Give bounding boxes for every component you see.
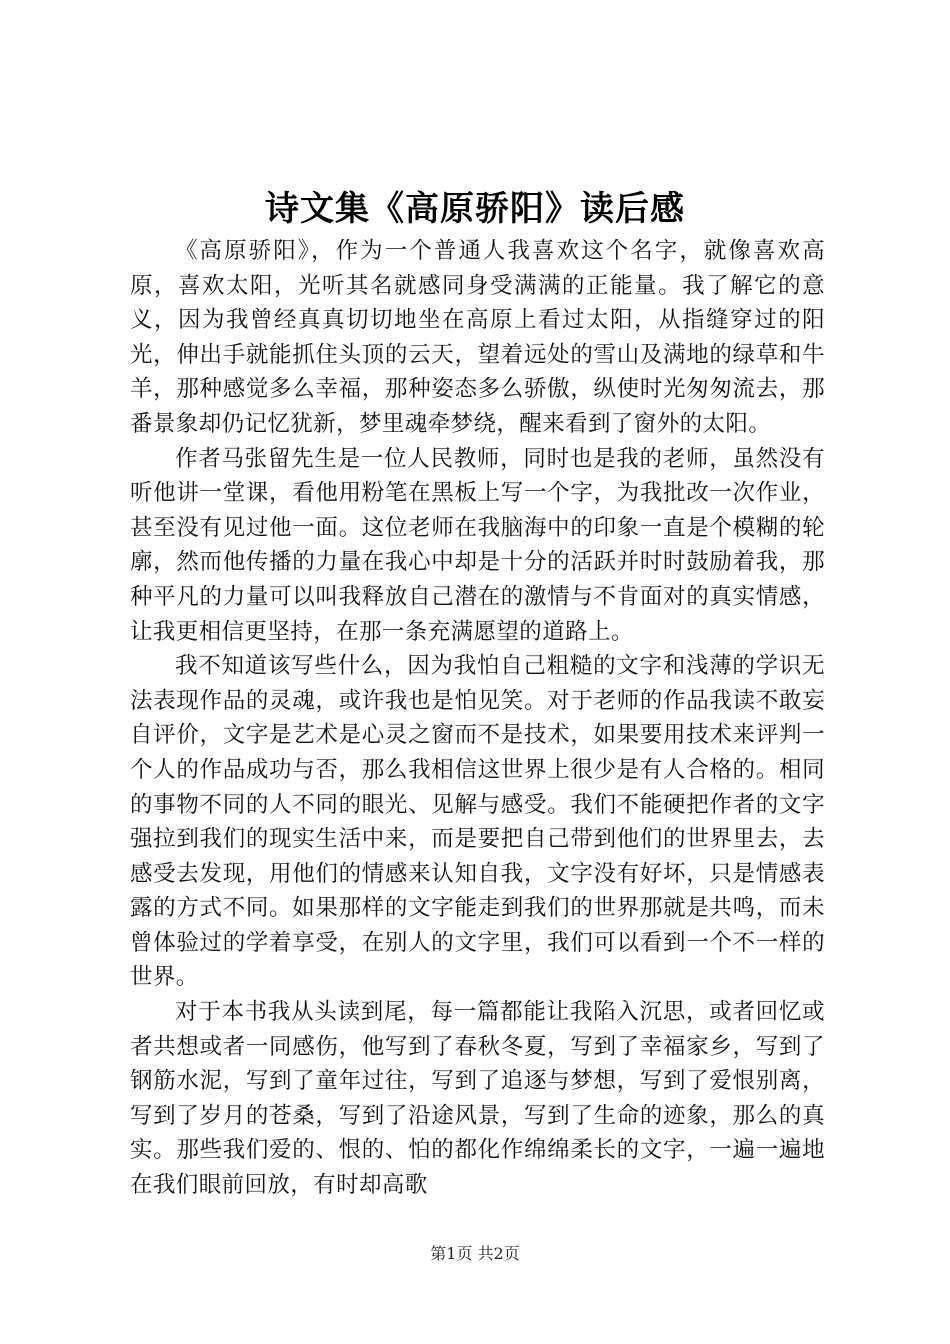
page-number-footer: 第1页 共2页 <box>430 1244 520 1263</box>
document-body <box>130 234 825 1203</box>
paragraph-2: 作者马张留先生是一位人民教师，同时也是我的老师，虽然没有听他讲一堂课，看他用粉笔在黑板上写一个字，为我批改一次作业，甚至没有见过他一面。这位老师在我脑海中的印象一直是个模糊的轮廓，然而他传播的力量在我心中却是十分的活跃并时时鼓励着我，那种平凡的力量可以叫我释放自己潜在的激情与不肯面对的真实情感，让我更相信更坚持，在那一条充满愿望的道路上。 <box>130 445 825 645</box>
paragraph-4: 对于本书我从头读到尾，每一篇都能让我陷入沉思，或者回忆或者共想或者一同感伤，他写到了春秋冬夏，写到了幸福家乡，写到了钢筋水泥，写到了童年过往，写到了追逐与梦想，写到了爱恨别离，写到了岁月的苍桑，写到了沿途风景，写到了生命的迹象，那么的真实。那些我们爱的、恨的、怕的都化作绵绵柔长的文字，一遍一遍地在我们眼前回放，有时却高歌 <box>130 999 825 1199</box>
paragraph-1: 《高原骄阳》，作为一个普通人我喜欢这个名字，就像喜欢高原，喜欢太阳，光听其名就感同身受满满的正能量。我了解它的意义，因为我曾经真真切切地坐在高原上看过太阳，从指缝穿过的阳光，伸出手就能抓住头顶的云天，望着远处的雪山及满地的绿草和牛羊，那种感觉多么幸福，那种姿态多么骄傲，纵使时光匆匆流去，那番景象却仍记忆犹新，梦里魂牵梦绕，醒来看到了窗外的太阳。 <box>130 238 825 437</box>
paragraph-3: 我不知道该写些什么，因为我怕自己粗糙的文字和浅薄的学识无法表现作品的灵魂，或许我也是怕见笑。对于老师的作品我读不敢妄自评价，文字是艺术是心灵之窗而不是技术，如果要用技术来评判一个人的作品成功与否，那么我相信这世界上很少是有人合格的。相同的事物不同的人不同的眼光、见解与感受。我们不能硬把作者的文字强拉到我们的现实生活中来，而是要把自己带到他们的世界里去，去感受去发现，用他们的情感来认知自我，文字没有好坏，只是情感表露的方式不同。如果那样的文字能走到我们的世界那就是共鸣，而未曾体验过的学着享受，在别人的文字里，我们可以看到一个不一样的世界。 <box>130 653 825 991</box>
document-title: 诗文集《高原骄阳》读后感 <box>265 189 685 229</box>
